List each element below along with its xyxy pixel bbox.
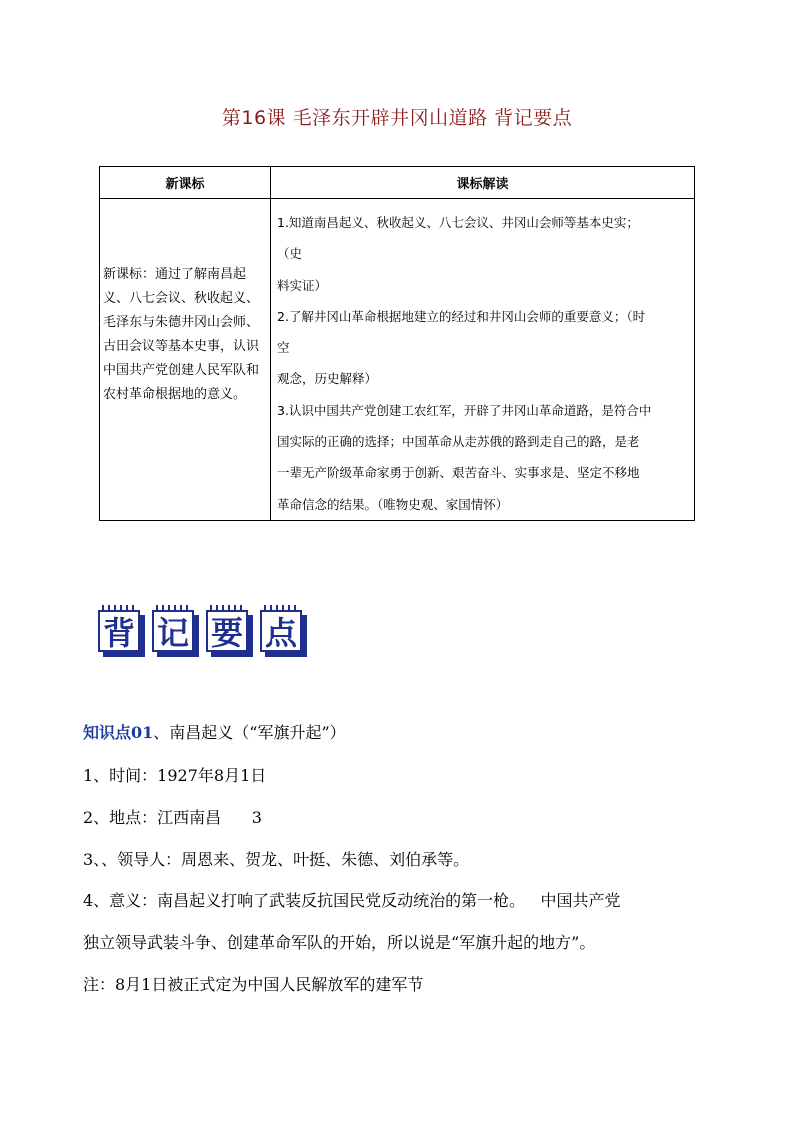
place-line: 2、地点：江西南昌 3 [83, 808, 262, 827]
leaders-line: 3、、领导人：周恩来、贺龙、叶挺、朱德、刘伯承等。 [83, 850, 470, 869]
header-new-standard: 新课标 [100, 167, 271, 199]
badge-ji: 记 [152, 610, 200, 658]
curriculum-table [99, 166, 695, 521]
table-header-row [100, 167, 695, 199]
interpretation-line: 国实际的正确的选择；中国革命从走苏俄的路到走自己的路，是老 [277, 434, 640, 450]
page-title: 第16课 毛泽东开辟井冈山道路 背记要点 [221, 107, 573, 129]
interpretation-line: 革命信念的结果。（唯物史观、家国情怀） [277, 496, 509, 512]
knowledge-point-label: 知识点01 [83, 723, 154, 742]
interpretation-line: 3.认识中国共产党创建工农红军，开辟了井冈山革命道路，是符合中 [277, 402, 652, 418]
interpretation-line: （史 [277, 246, 303, 262]
significance-line-continued: 独立领导武装斗争、创建革命军队的开始，所以说是“军旗升起的地方”。 [83, 933, 596, 952]
interpretation-line: 2.了解井冈山革命根据地建立的经过和井冈山会师的重要意义；（时 [277, 308, 646, 324]
interpretation-line: 空 [277, 340, 290, 356]
note-line: 注：8月1日被正式定为中国人民解放军的建军节 [83, 975, 424, 994]
badge-yao: 要 [206, 610, 254, 658]
new-standard-text: 新课标：通过了解南昌起义、八七会议、秋收起义、毛泽东与朱德井冈山会师、古田会议等基本史事，认识中国共产党创建人民军队和农村革命根据地的意义。 [100, 199, 271, 521]
header-standard-interpretation: 课标解读 [271, 167, 695, 199]
memorize-points-banner [98, 610, 308, 658]
interpretation-line: 料实证） [277, 277, 328, 293]
interpretation-line: 一辈无产阶级革命家勇于创新、艰苦奋斗、实事求是、坚定不移地 [277, 465, 640, 481]
knowledge-heading [83, 720, 346, 743]
time-line: 1、时间：1927年8月1日 [83, 766, 267, 785]
interpretation-line: 1.知道南昌起义、秋收起义、八七会议、井冈山会师等基本史实； [277, 215, 639, 230]
interpretation-cell [271, 199, 695, 521]
significance-line: 4、意义：南昌起义打响了武装反抗国民党反动统治的第一枪。 中国共产党 [83, 891, 621, 910]
interpretation-line: 观念，历史解释） [277, 371, 378, 387]
table-row [100, 199, 695, 521]
badge-dian: 点 [260, 610, 308, 658]
knowledge-heading-text: 、南昌起义（“军旗升起”） [153, 723, 346, 742]
badge-bei: 背 [98, 610, 146, 658]
